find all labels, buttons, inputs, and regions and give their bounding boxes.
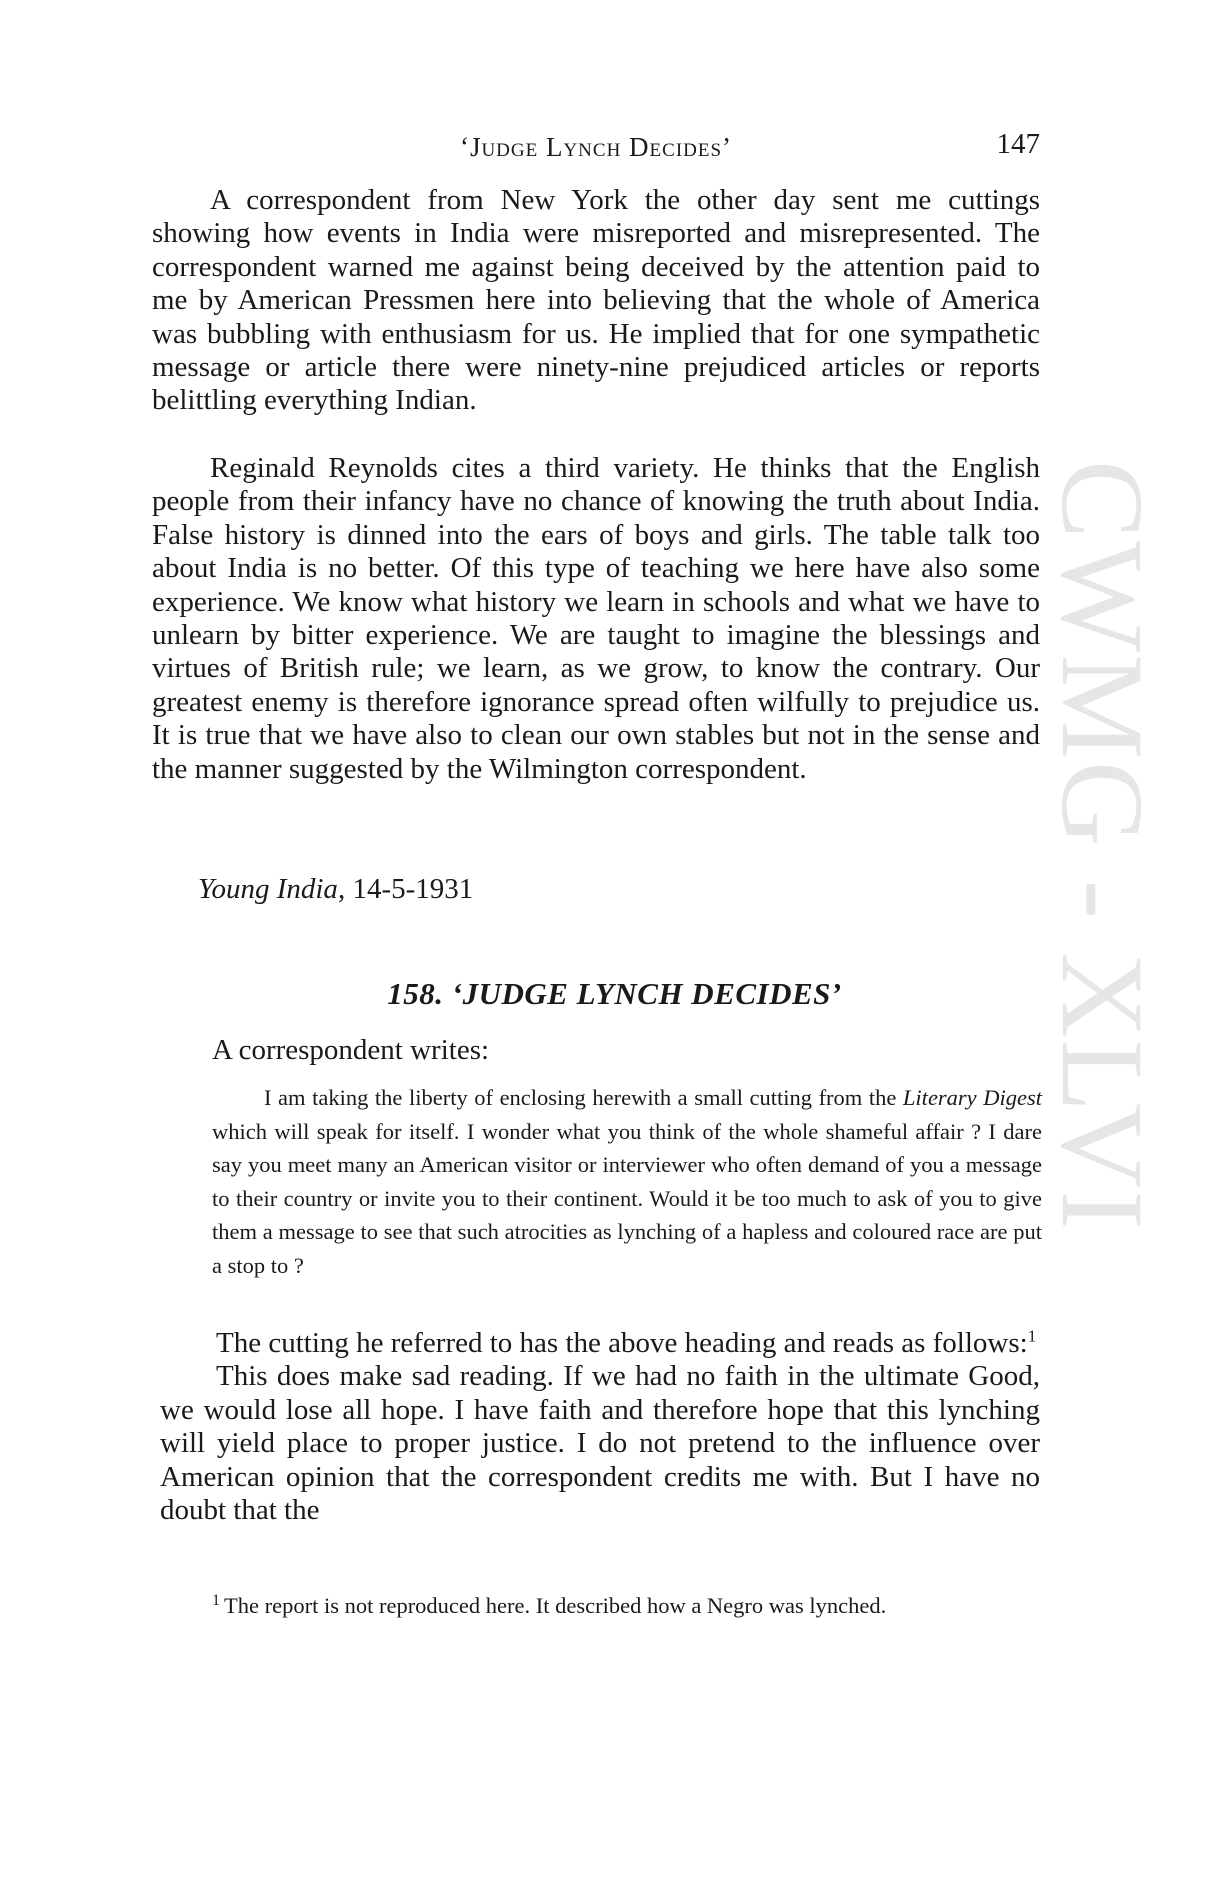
section-heading: 158. ‘JUDGE LYNCH DECIDES’ xyxy=(387,976,842,1011)
source-date: , 14-5-1931 xyxy=(337,873,474,905)
body-paragraph-4: This does make sad reading. If we had no faith in the ultimate Good, we would lose all hope. I have faith and therefore hope that this lynching will yield place to proper justice. I do not pretend to the influence over American opinion that the correspondent credits me with. But I have no doubt that the xyxy=(160,1360,1040,1527)
body-paragraph-1 xyxy=(152,184,1040,418)
paragraph-text: The cutting he referred to has the above heading and reads as follows: xyxy=(216,1327,1028,1359)
section-intro: A correspondent writes: xyxy=(212,1034,490,1066)
watermark-text: CWMG - XLVI xyxy=(1037,460,1168,1232)
footnote-mark: 1 xyxy=(212,1591,220,1609)
footnote-reference: 1 xyxy=(1027,1326,1037,1346)
quote-italic: Literary Digest xyxy=(902,1085,1042,1110)
watermark xyxy=(1037,460,1168,1460)
footnote-text: The report is not reproduced here. It described how a Negro was lynched. xyxy=(224,1593,887,1618)
quote-text xyxy=(212,1081,1042,1283)
block-quote xyxy=(212,1081,1042,1283)
source-publication: Young India xyxy=(198,873,338,905)
body-paragraph-3 xyxy=(160,1327,1040,1360)
quote-part-1: I am taking the liberty of enclosing herewith a small cutting from the xyxy=(264,1085,903,1110)
running-head xyxy=(152,128,1040,168)
body-paragraph-2 xyxy=(152,452,1040,786)
page-number: 147 xyxy=(996,128,1040,160)
paragraph-text: Reginald Reynolds cites a third variety. He thinks that the English people from their infancy have no chance of knowing the truth about India. False history is dinned into the ears of boys and girls. The table talk too about India is no better. Of this type of teaching we here have also some experience. We know what history we learn in schools and what we have to unlearn by bitter experience. We are taught to imagine the blessings and virtues of British rule; we learn, as we grow, to know the contrary. Our greatest enemy is therefore ignorance spread often wilfully to prejudice us. It is true that we have also to clean our own stables but not in the sense and the manner suggested by the Wilmington correspondent. xyxy=(152,452,1040,785)
source-citation xyxy=(198,873,473,906)
running-head-title: ‘Judge Lynch Decides’ xyxy=(459,132,733,162)
quote-part-2: which will speak for itself. I wonder what you think of the whole shameful affair ? I dare say you meet many an American visitor or interviewer who often demand of you a message to their country or invite you to their continent. Would it be too much to ask of you to give them a message to see that such atrocities as lynching of a hapless and coloured race are put a stop to ? xyxy=(212,1118,1042,1278)
footnote xyxy=(212,1593,1042,1619)
paragraph-text: A correspondent from New York the other day sent me cuttings showing how events in India were misreported and misrepresented. The correspondent warned me against being deceived by the attention paid to me by American Pressmen here into believing that the whole of America was bubbling with enthusiasm for us. He implied that for one sympathetic message or article there were ninety-nine prejudiced articles or reports belittling everything Indian. xyxy=(152,184,1040,417)
body-paragraphs-bottom xyxy=(160,1327,1040,1527)
